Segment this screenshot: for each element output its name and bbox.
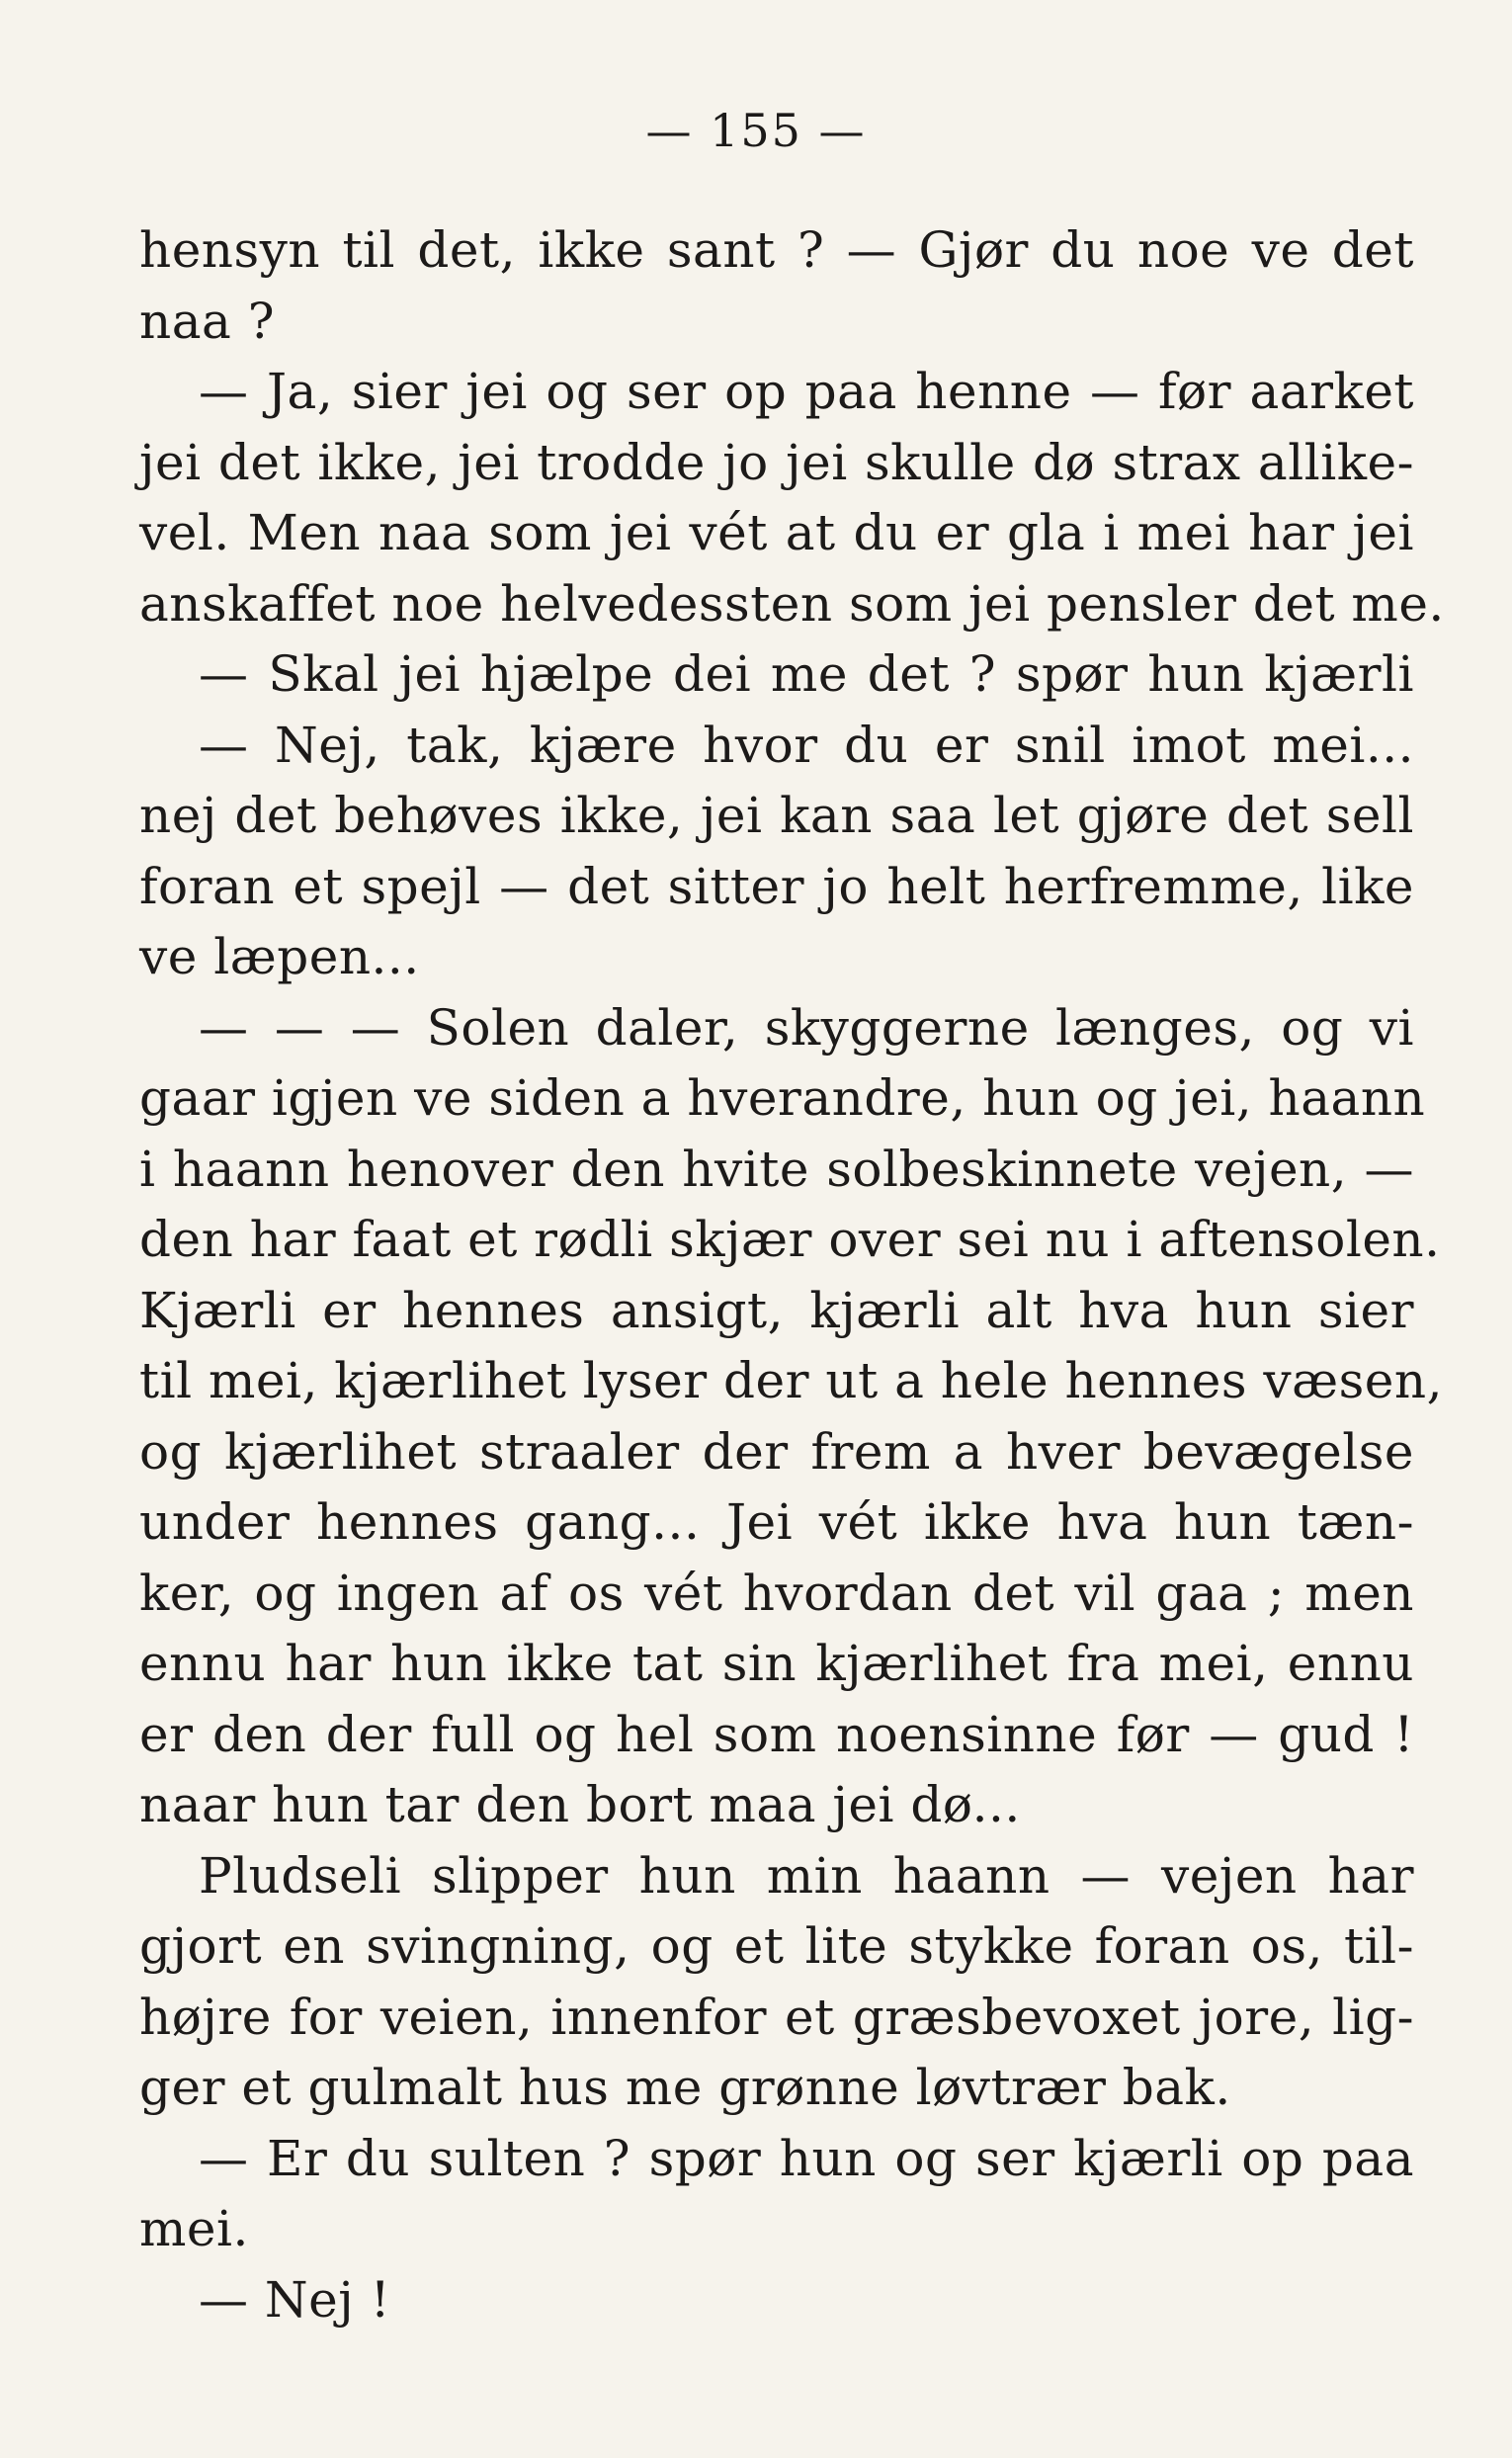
text-line: — Ja, sier jei og ser op paa henne — før aarket	[199, 363, 1414, 420]
text-line: ker, og ingen af os vét hvordan det vil gaa ; men	[139, 1564, 1414, 1622]
text-line: nej det behøves ikke, jei kan saa let gjøre det sell	[139, 787, 1414, 844]
text-line: vel. Men naa som jei vét at du er gla i mei har jei	[139, 504, 1414, 561]
text-line: foran et spejl — det sitter jo helt herfremme, like	[139, 857, 1414, 915]
text-line: gjort en svingning, og et lite stykke foran os, til-	[139, 1917, 1414, 1975]
text-line: Pludseli slipper hun min haann — vejen har	[199, 1846, 1414, 1905]
text-line: til mei, kjærlihet lyser der ut a hele hennes væsen,	[139, 1352, 1443, 1409]
text-line: gaar igjen ve siden a hverandre, hun og jei, haann	[139, 1069, 1426, 1127]
text-line: — Er du sulten ? spør hun og ser kjærli op paa	[199, 2129, 1414, 2187]
text-line: ennu har hun ikke tat sin kjærlihet fra mei, ennu	[139, 1635, 1414, 1692]
text-line: den har faat et rødli skjær over sei nu i aftensolen.	[139, 1211, 1441, 1268]
text-line: — Nej !	[199, 2270, 391, 2329]
text-line: i haann henover den hvite solbeskinnete vejen, —	[139, 1140, 1414, 1198]
text-line: mei.	[139, 2200, 249, 2257]
body-text	[139, 215, 1445, 2335]
text-line: under hennes gang... Jei vét ikke hva hun tæn-	[139, 1493, 1414, 1551]
text-line: er den der full og hel som noensinne før — gud !	[139, 1705, 1414, 1763]
text-line: anskaffet noe helvedessten som jei pensler det me.	[139, 574, 1445, 633]
text-line: naa ?	[139, 292, 276, 350]
text-line: ve læpen...	[139, 928, 420, 985]
text-line: — — — Solen daler, skyggerne længes, og vi	[199, 998, 1414, 1057]
text-line: naar hun tar den bort maa jei dø...	[139, 1776, 1021, 1833]
text-line: — Nej, tak, kjære hvor du er snil imot mei...	[199, 716, 1414, 774]
text-line: højre for veien, innenfor et græsbevoxet jore, lig-	[139, 1988, 1414, 2046]
text-line: — Skal jei hjælpe dei me det ? spør hun kjærli	[199, 645, 1414, 703]
page-number: — 155 —	[645, 104, 867, 157]
text-line: jei det ikke, jei trodde jo jei skulle dø strax allike-	[139, 433, 1414, 491]
text-line: Kjærli er hennes ansigt, kjærli alt hva hun sier	[139, 1281, 1414, 1339]
text-line: og kjærlihet straaler der frem a hver bevægelse	[139, 1422, 1414, 1481]
text-line: hensyn til det, ikke sant ? — Gjør du noe ve det	[139, 221, 1414, 279]
text-line: ger et gulmalt hus me grønne løvtrær bak.	[139, 2059, 1231, 2116]
